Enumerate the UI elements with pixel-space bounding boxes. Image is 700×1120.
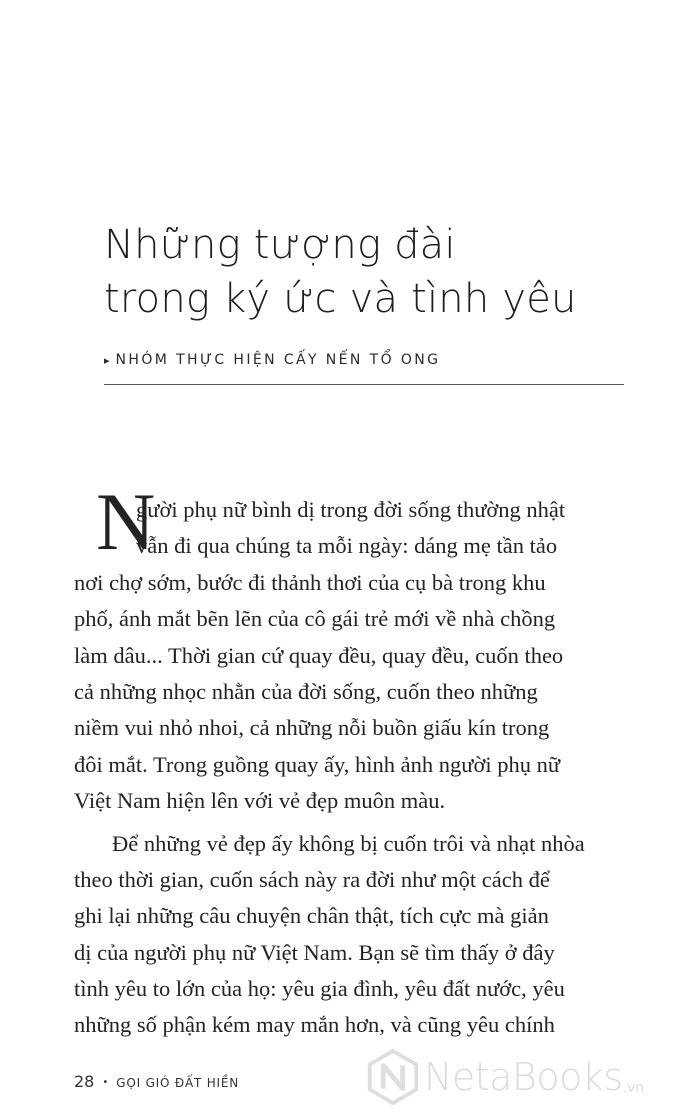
body-line: niềm vui nhỏ nhoi, cả những nỗi buồn giấu kín trong xyxy=(74,715,550,741)
watermark-brand: NetaBooks xyxy=(424,1055,623,1099)
body-line: những số phận kém may mắn hơn, và cũng yêu chính xyxy=(74,1012,555,1038)
body-line: Việt Nam hiện lên với vẻ đẹp muôn màu. xyxy=(74,788,446,814)
running-head: GỌI GIÓ ĐẤT HIỀN xyxy=(116,1076,240,1090)
body-line: Để những vẻ đẹp ấy không bị cuốn trôi và nhạt nhòa xyxy=(112,830,585,856)
body-line: tình yêu to lớn của họ: yêu gia đình, yêu đất nước, yêu xyxy=(74,976,565,1002)
netabooks-logo-icon xyxy=(364,1048,422,1106)
footer-separator: • xyxy=(102,1077,109,1088)
chapter-byline xyxy=(104,352,624,368)
body-line: theo thời gian, cuốn sách này ra đời như một cách để xyxy=(74,866,550,892)
triangle-marker-icon: ▸ xyxy=(104,354,110,367)
chapter-title xyxy=(104,218,664,326)
watermark-suffix: .vn xyxy=(622,1080,645,1096)
body-line: dị của người phụ nữ Việt Nam. Bạn sẽ tìm thấy ở đây xyxy=(74,939,555,965)
body-line: phố, ánh mắt bẽn lẽn của cô gái trẻ mới về nhà chồng xyxy=(74,606,556,632)
byline-text: NHÓM THỰC HIỆN CẤY NẾN TỔ ONG xyxy=(115,352,441,368)
page-footer xyxy=(74,1072,239,1091)
body-line: ghi lại những câu chuyện chân thật, tích cực mà giản xyxy=(74,903,549,929)
chapter-title-line-2: trong ký ức và tình yêu xyxy=(104,276,577,322)
body-line: làm dâu... Thời gian cứ quay đều, quay đều, cuốn theo xyxy=(74,642,564,668)
body-line: gười phụ nữ bình dị trong đời sống thường nhật xyxy=(136,497,566,522)
page-number: 28 xyxy=(74,1072,95,1091)
body-line: nơi chợ sớm, bước đi thảnh thơi của cụ bà trong khu xyxy=(74,569,546,595)
watermark xyxy=(364,1048,644,1106)
chapter-title-line-1: Những tượng đài xyxy=(104,222,456,268)
body-line: vẫn đi qua chúng ta mỗi ngày: dáng mẹ tần tảo xyxy=(136,533,558,559)
body-line: cả những nhọc nhằn của đời sống, cuốn theo những xyxy=(74,678,538,704)
body-line: đôi mắt. Trong guồng quay ấy, hình ảnh người phụ nữ xyxy=(74,751,561,777)
body-text xyxy=(74,492,634,1044)
drop-cap: N xyxy=(96,476,156,567)
title-divider xyxy=(104,384,624,385)
